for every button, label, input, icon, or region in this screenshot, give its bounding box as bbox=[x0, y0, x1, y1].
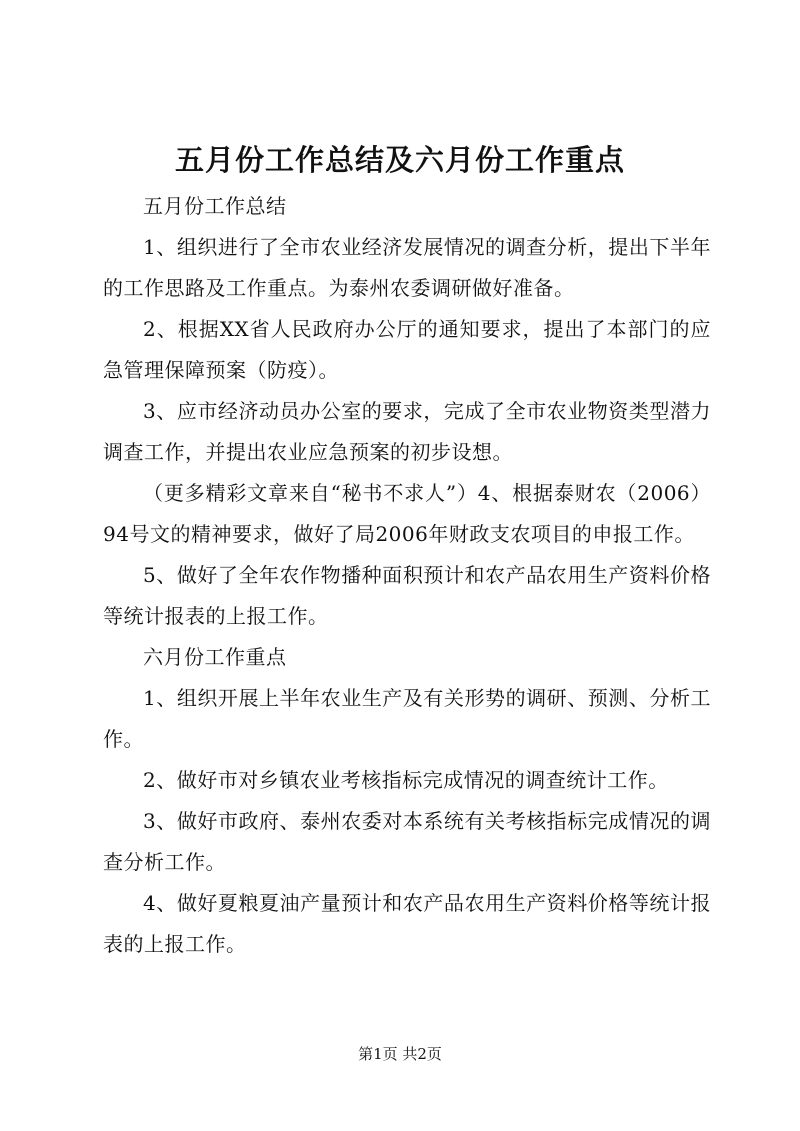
paragraph-june-item-1: 1、组织开展上半年农业生产及有关形势的调研、预测、分析工作。 bbox=[103, 686, 711, 751]
paragraph-june-item-4: 4、做好夏粮夏油产量预计和农产品农用生产资料价格等统计报表的上报工作。 bbox=[103, 891, 711, 956]
paragraph-may-item-1: 1、组织进行了全市农业经济发展情况的调查分析，提出下半年的工作思路及工作重点。为泰州农委调研做好准备。 bbox=[103, 235, 711, 300]
page-footer: 第1页 共2页 bbox=[358, 1045, 442, 1063]
document-body bbox=[103, 186, 711, 965]
paragraph-june-item-3: 3、做好市政府、泰州农委对本系统有关考核指标完成情况的调查分析工作。 bbox=[103, 809, 711, 874]
paragraph-june-item-2: 2、做好市对乡镇农业考核指标完成情况的调查统计工作。 bbox=[143, 768, 669, 792]
paragraph-may-item-2: 2、根据XX省人民政府办公厅的通知要求，提出了本部门的应急管理保障预案（防疫）。 bbox=[103, 317, 711, 382]
section-heading-june-focus: 六月份工作重点 bbox=[143, 645, 287, 669]
paragraph-may-item-3: 3、应市经济动员办公室的要求，完成了全市农业物资类型潜力调查工作，并提出农业应急预案的初步设想。 bbox=[103, 399, 711, 464]
paragraph-may-item-4: （更多精彩文章来自“秘书不求人”）4、根据泰财农（2006）94号文的精神要求，做好了局2006年财政支农项目的申报工作。 bbox=[103, 481, 711, 546]
paragraph-may-item-5: 5、做好了全年农作物播种面积预计和农产品农用生产资料价格等统计报表的上报工作。 bbox=[103, 563, 711, 628]
document-title: 五月份工作总结及六月份工作重点 bbox=[174, 143, 625, 177]
section-heading-may-summary: 五月份工作总结 bbox=[143, 194, 287, 218]
